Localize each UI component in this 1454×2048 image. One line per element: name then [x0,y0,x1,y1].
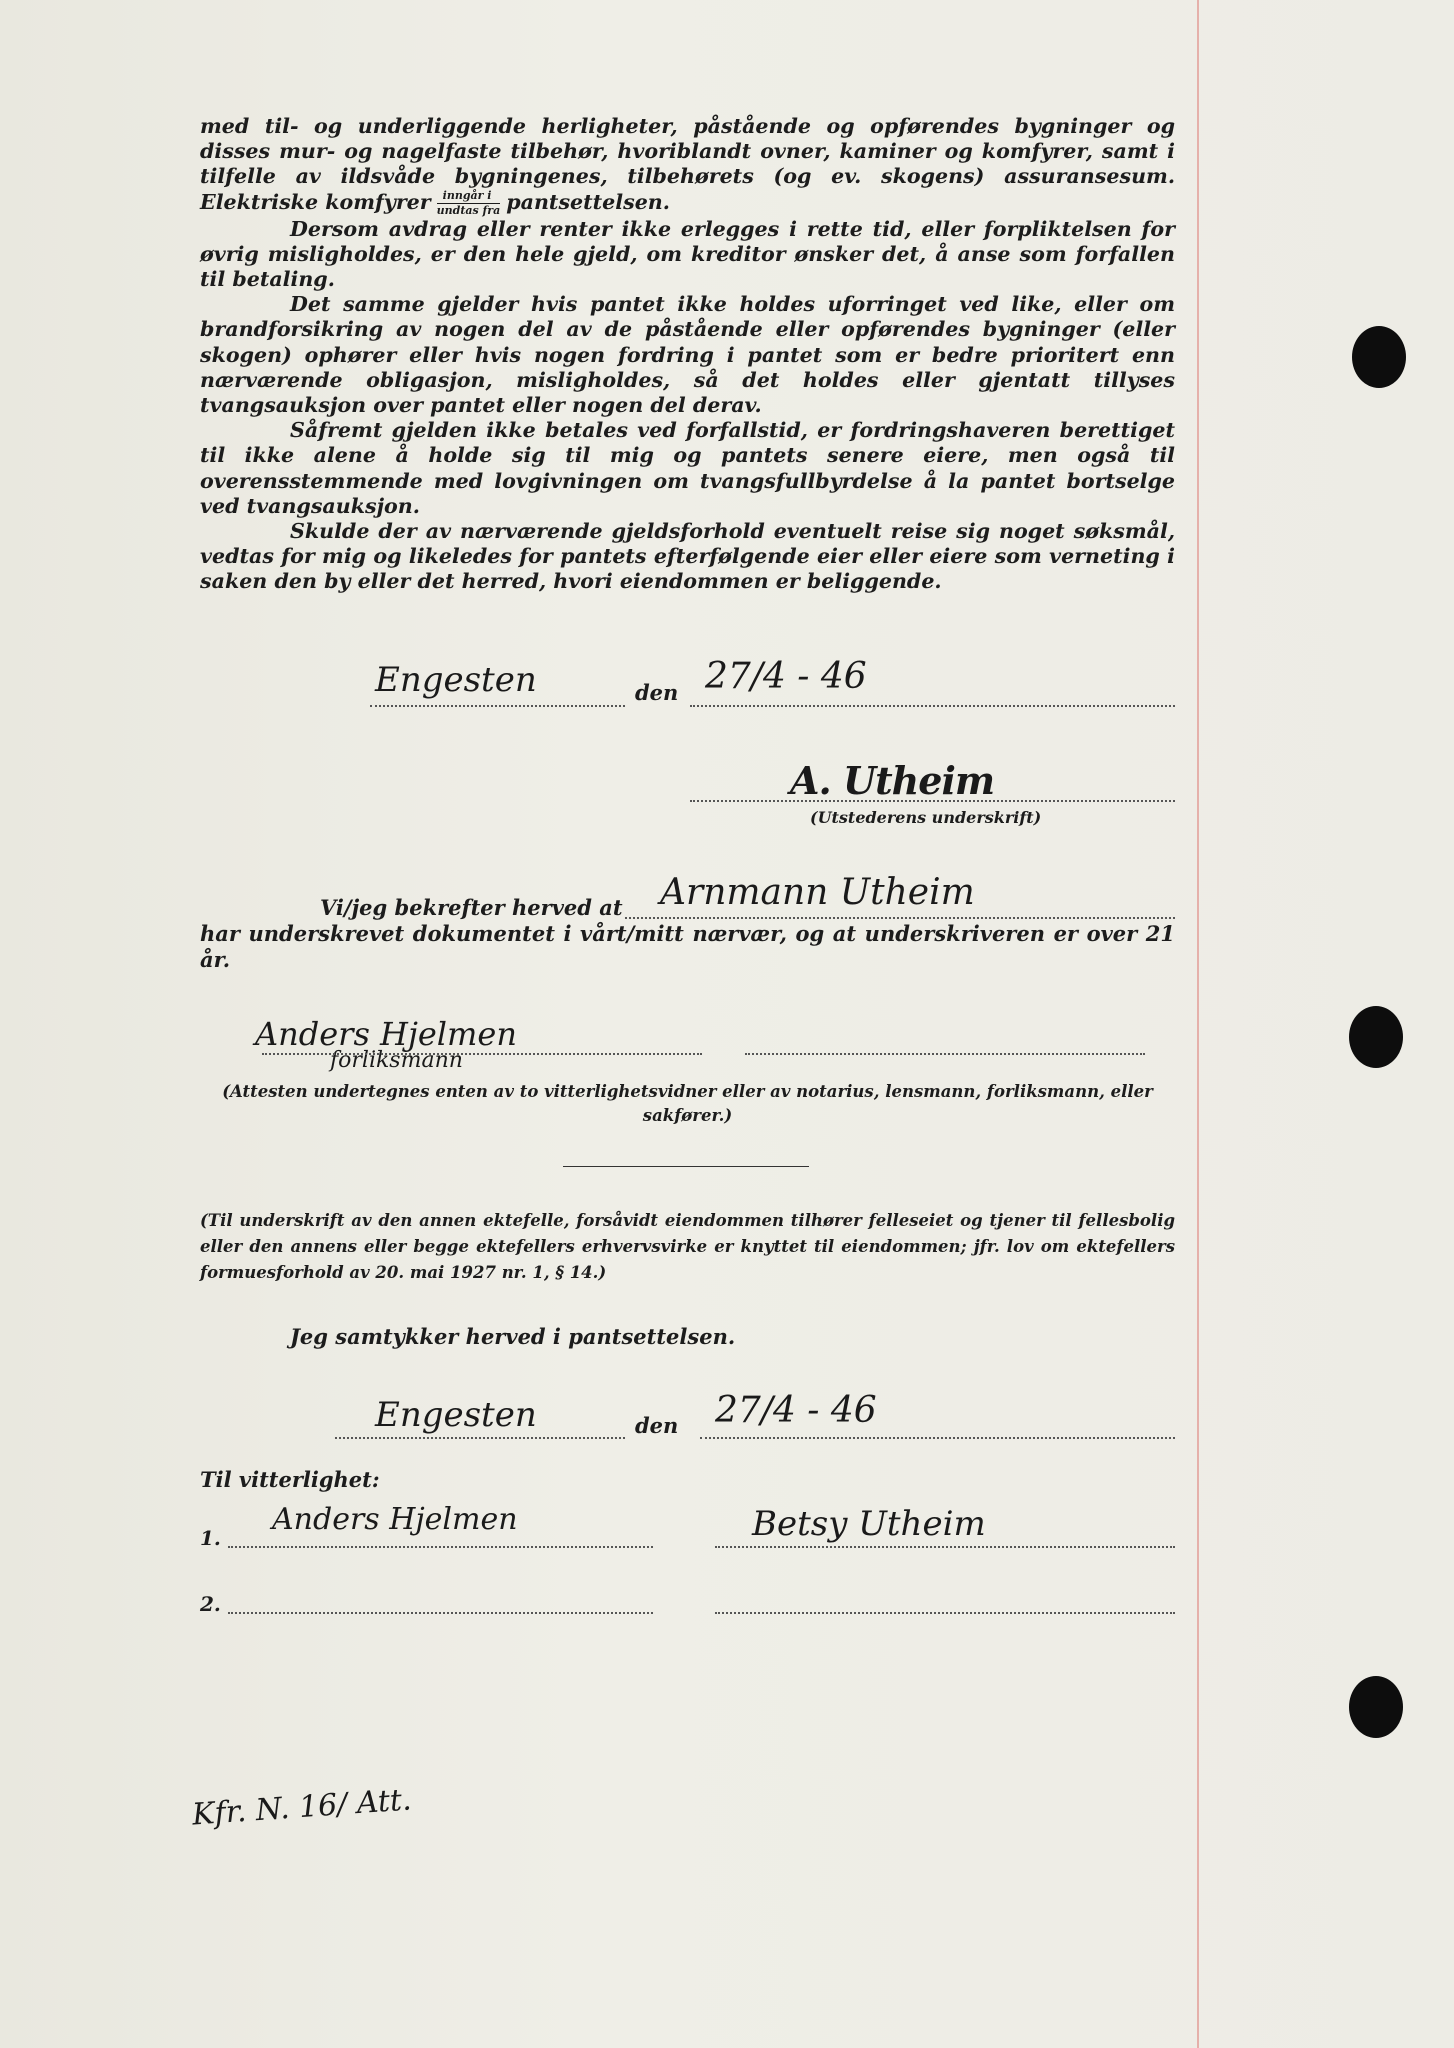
confirm-rest: har underskrevet dokumentet i vårt/mitt nærvær, og at underskriveren er over 21 år. [200,921,1175,972]
margin-rule [1197,0,1199,2048]
spouse-signature: Betsy Utheim [752,1504,986,1544]
paragraph-1 [200,114,1175,217]
witness-num-2: 2. [200,1592,221,1616]
mortgage-terms [200,114,1175,595]
punch-hole-top [1352,326,1406,388]
fraction-bottom: undtas fra [436,203,501,217]
place-line-2 [335,1437,625,1439]
spouse-note: (Til underskrift av den annen ektefelle, forsåvidt eiendommen tilhører felleseiet og tjener til fellesbolig eller den annens eller begge ektefellers erhvervsvirke er knyttet til eiendommen; jfr. lov om ektefellers formuesforhold av 20. mai 1927 nr. 1, § 14.) [200,1211,1175,1282]
witness-1-signature: Anders Hjelmen [272,1502,518,1537]
section-rule [563,1166,809,1167]
place-line-1 [370,705,625,707]
issuer-signature: A. Utheim [790,758,995,803]
signing-place-1: Engesten [375,660,537,700]
witness-heading: Til vitterlighet: [200,1467,380,1492]
confirm-prefix: Vi/jeg bekrefter herved at [320,895,623,920]
witness-signature: Anders Hjelmen [255,1015,517,1053]
punch-hole-bottom [1349,1676,1403,1738]
paragraph-5: Skulde der av nærværende gjeldsforhold eventuelt reise sig noget søksmål, vedtas for mig og likeledes for pantets efterfølgende eier eller eiere som verneting i saken den by eller det herred, hvori eiendommen er beliggende. [200,519,1175,594]
punch-hole-middle [1349,1006,1403,1068]
signing-date-2: 27/4 - 46 [715,1390,877,1431]
date-line-1 [690,705,1175,707]
witness-2-line [228,1612,653,1614]
spouse-line-2 [715,1612,1175,1614]
paragraph-4: Såfremt gjelden ikke betales ved forfallstid, er fordringshaveren berettiget til ikke alene å holde sig til mig og pantets senere eiere, men også til overensstemmende med lovgivningen om tvangsfullbyrdelse å la pantet bortselge ved tvangsauksjon. [200,418,1175,518]
signing-date-1: 27/4 - 46 [705,656,867,697]
paragraph-3: Det samme gjelder hvis pantet ikke holdes uforringet ved like, eller om brandforsikring av nogen del av de påstående eller opførendes bygninger (eller skogen) ophører eller hvis nogen fordring i pantet som er bedre prioritert enn nærværende obligasjon, misligholdes, så det holdes eller gjentatt tillyses tvangsauksjon over pantet eller nogen del derav. [200,292,1175,418]
paragraph-2: Dersom avdrag eller renter ikke erlegges i rette tid, eller forpliktelsen for øvrig misligholdes, er den hele gjeld, om kreditor ønsker det, å anse som forfallen til betaling. [200,216,1175,292]
bottom-annotation: Kfr. N. 16/ Att. [191,1782,413,1833]
witness-line-a [262,1053,702,1055]
consent-text: Jeg samtykker herved i pantsettelsen. [290,1324,736,1349]
witness-1-line [228,1546,653,1548]
confirm-signer-name: Arnmann Utheim [660,872,975,913]
den-label-2: den [635,1413,679,1438]
paragraph-1-text: med til- og underliggende herligheter, påstående og opførendes bygninger og disses mur- og nagelfaste tilbehør, hvoriblandt ovner, kaminer og komfyrer, samt i tilfelle av ildsvåde bygningenes, tilbehørets (og ev. skogens) assuransesum. Elektriske komfyrer [200,114,1175,214]
fraction-choice [437,190,501,217]
attest-note: (Attesten undertegnes enten av to vitterlighetsvidner eller av notarius, lensmann, forliksmann, eller sakfører.) [222,1082,1153,1125]
issuer-caption: (Utstederens underskrift) [810,808,1042,827]
paragraph-1-end: pantsettelsen. [506,189,670,214]
witness-line-b [745,1053,1145,1055]
issuer-signature-line [690,800,1175,802]
witness-title: forliksmann [330,1048,463,1073]
witness-num-1: 1. [200,1526,221,1550]
signing-place-2: Engesten [375,1395,537,1435]
den-label-1: den [635,680,679,705]
spouse-line-1 [715,1546,1175,1548]
confirm-name-line [625,917,1175,919]
date-line-2 [700,1437,1175,1439]
fraction-top: inngår i [437,190,501,204]
